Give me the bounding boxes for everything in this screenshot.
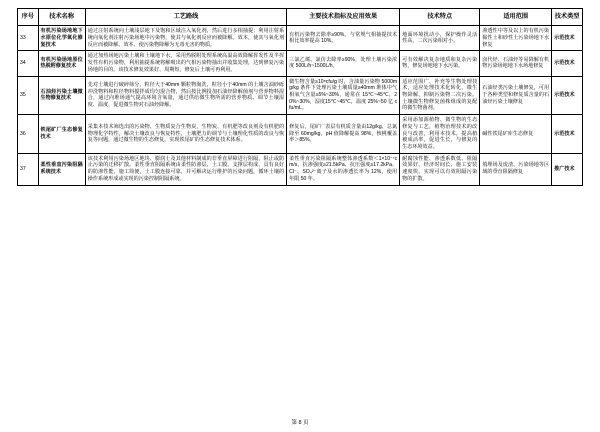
table-row [18,51,583,76]
cell-name: 有机污染场地原位热脱附修复技术 [38,51,85,76]
column-header-indicator: 主要技术指标及应用效果 [287,9,400,26]
cell-name: 铁尾矿厂生态修复技术 [38,115,85,154]
cell-feature: 地面环境扰动小，保护操作灵活性高，二次污染相对小。 [400,26,480,51]
cell-feature: 采用添加源植物、微生物的生态修复与工艺，植物治理技术的改良与改善，利用本技术，提高植被成活率，促进生长，与修复的生态环境效益。 [400,115,480,154]
cell-name: 柔性垂直污染阻隔系统技术 [38,153,85,185]
cell-kind: 示范技术 [552,76,583,115]
cell-indicator: 柔性垂直污染阻隔系统整体渗透系数＜1×10⁻⁷cm/s，抗渗强度≥21.5kPa、抗压强度≥17.2kPa、CI⁻、SO₄²⁻离子及水的渗透长率为 12%，使用年限 50 年。 [287,153,400,185]
cell-indicator: 有机污染物去除率≥90%。与常规气相抽提技术相比效率提高 10%。 [287,26,400,51]
document-page [0,8,600,432]
column-header-feature: 技术特点 [400,9,480,26]
technology-table [17,8,583,186]
table-header-row [18,9,583,26]
cell-scope: 石油烃类污染土壤修复，可用于各种类型和修复质含量的石油烃污染土壤修复 [480,76,552,115]
table-row [18,115,583,154]
cell-index: 37 [18,153,39,185]
cell-feature: 耐腐蚀性能、渗透系数低、阻隔效果好、经济时间长、施工安装速度快、实现可以有效阻隔污染物的扩散。 [400,153,480,185]
cell-indicator: 微生物含量≥10⁸cfu/g 时，含油量污染物 5000mg/kg 条件下处理污染土壤质量≥40mm 堆体中气相氧气含量≥5%~30%，通常在 15℃~45℃，20%~30%，湿度15℃~45℃，温度 25%~50 亿 cfu/mL。 [287,76,400,115]
cell-route: 该技术利用污染场地区地块、膨润土及其他材料制成的非垂直屏障进行阻隔，阻止或防止污染的迁移扩散。柔性垂直阻隔系统由柔性防渗层、土工膜、支撑层构成，具有良好的防渗性能，施工简便，土工膜连接可靠，并可解决运行维护的污染问题，循环土壤的操作系统形成或实现的污染控制阻隔系统。 [85,153,286,185]
cell-index: 33 [18,26,39,51]
page-footer: 第 8 页 [291,420,309,426]
column-header-route: 工艺路线 [85,9,286,26]
table-row [18,76,583,115]
cell-scope: 碱性铁尾矿库生态修复 [480,115,552,154]
column-header-kind: 技术类型 [552,9,583,26]
cell-route: 通过加热场地污染土壤和土壤地下水，采用热脱附处理系统高温高效降解挥发性及半挥发性有机污染物，利用抽提系统将解吸出的气相污染物抽出并收集处理，达到修复污染场地的目的。该技术修复效果好、周期短，修复后土壤可再利用。 [85,51,286,76]
cell-name: 石油烃污染土壤微生物修复技术 [38,76,85,115]
cell-kind: 示范技术 [552,51,583,76]
cell-feature: 可有效解决复杂地质和复杂污染物，修复场地地下水污染。 [400,51,480,76]
cell-kind: 示范技术 [552,115,583,154]
column-header-scope: 适用范围 [480,9,552,26]
cell-route: 采集本技术筛选出的污染物、生物质复合生物炭，生物炭、有机肥等改良剂及有机肥的物理化学特性，解决土壤改良与恢复特性，土壤肥力的调节与土壤理化性质的改良与恢复等问题，通过微生物的生态修复，实现铁尾矿的生态修复技术体系。 [85,115,286,154]
cell-index: 36 [18,115,39,154]
cell-name: 有机污染场地地下水原位化学氧化修复技术 [38,26,85,51]
cell-scope: 填埋场及废渣、污染场地等区域的垂直阻隔修复 [480,153,552,185]
cell-index: 34 [18,51,39,76]
column-header-index: 序号 [18,9,39,26]
table-row [18,26,583,51]
cell-indicator: 三氯乙烯、氯仿去除率≥90%，处理土壤污染浓度 500L/h~1500L/h。 [287,51,400,76]
column-header-name: 技术名称 [38,9,85,26]
cell-route: 先对土壤进行破碎筛分，粒径大于40mm 颗粒物淘洗，粒径小于40mm 的土壤含油砂砾冲洗物料和粒径物料搅拌成均匀混合物，然后按比例投加石油烃降解菌剂与营养物料混合，通过向堆场通气提高环境含氧量，通过供给微生物所需的营养物质、调节土壤湿度、温度，促进微生物对石油烃降解。 [85,76,286,115]
cell-index: 35 [18,76,39,115]
cell-feature: 适应范围广、补充等生物处理技术，适应处理技术化转化，微生物降解，抑制污染物二次污染。土壤微生物修复菌株组成的复配的微生物菌剂。 [400,76,480,115]
cell-scope: 卤代烃、石油烃等易降解有机物污染场地地下水场地修复 [480,51,552,76]
cell-indicator: 修复后，尾矿厂表层有机质含量由12g/kg、总氮降至 60mg/kg，pH 值降解提高 98%，核桃覆盖率＞85%。 [287,115,400,154]
cell-kind: 示范技术 [552,26,583,51]
cell-scope: 渗透性中等及以上的有机污染黏性土和砂性土污染场地下水修复 [480,26,552,51]
cell-kind: 推广技术 [552,153,583,185]
cell-route: 通过注射系统向土壤浅层地下及饱和区域注入氧化剂，然后进行多相抽提；利用注射系统向氧化剂注射污染场地中污染物，使其与氧化剂反应而被降解。效本，使其与氧化剂反应而被降解。效本、使污染物降解为无毒无害的物质。 [85,26,286,51]
table-row [18,153,583,185]
